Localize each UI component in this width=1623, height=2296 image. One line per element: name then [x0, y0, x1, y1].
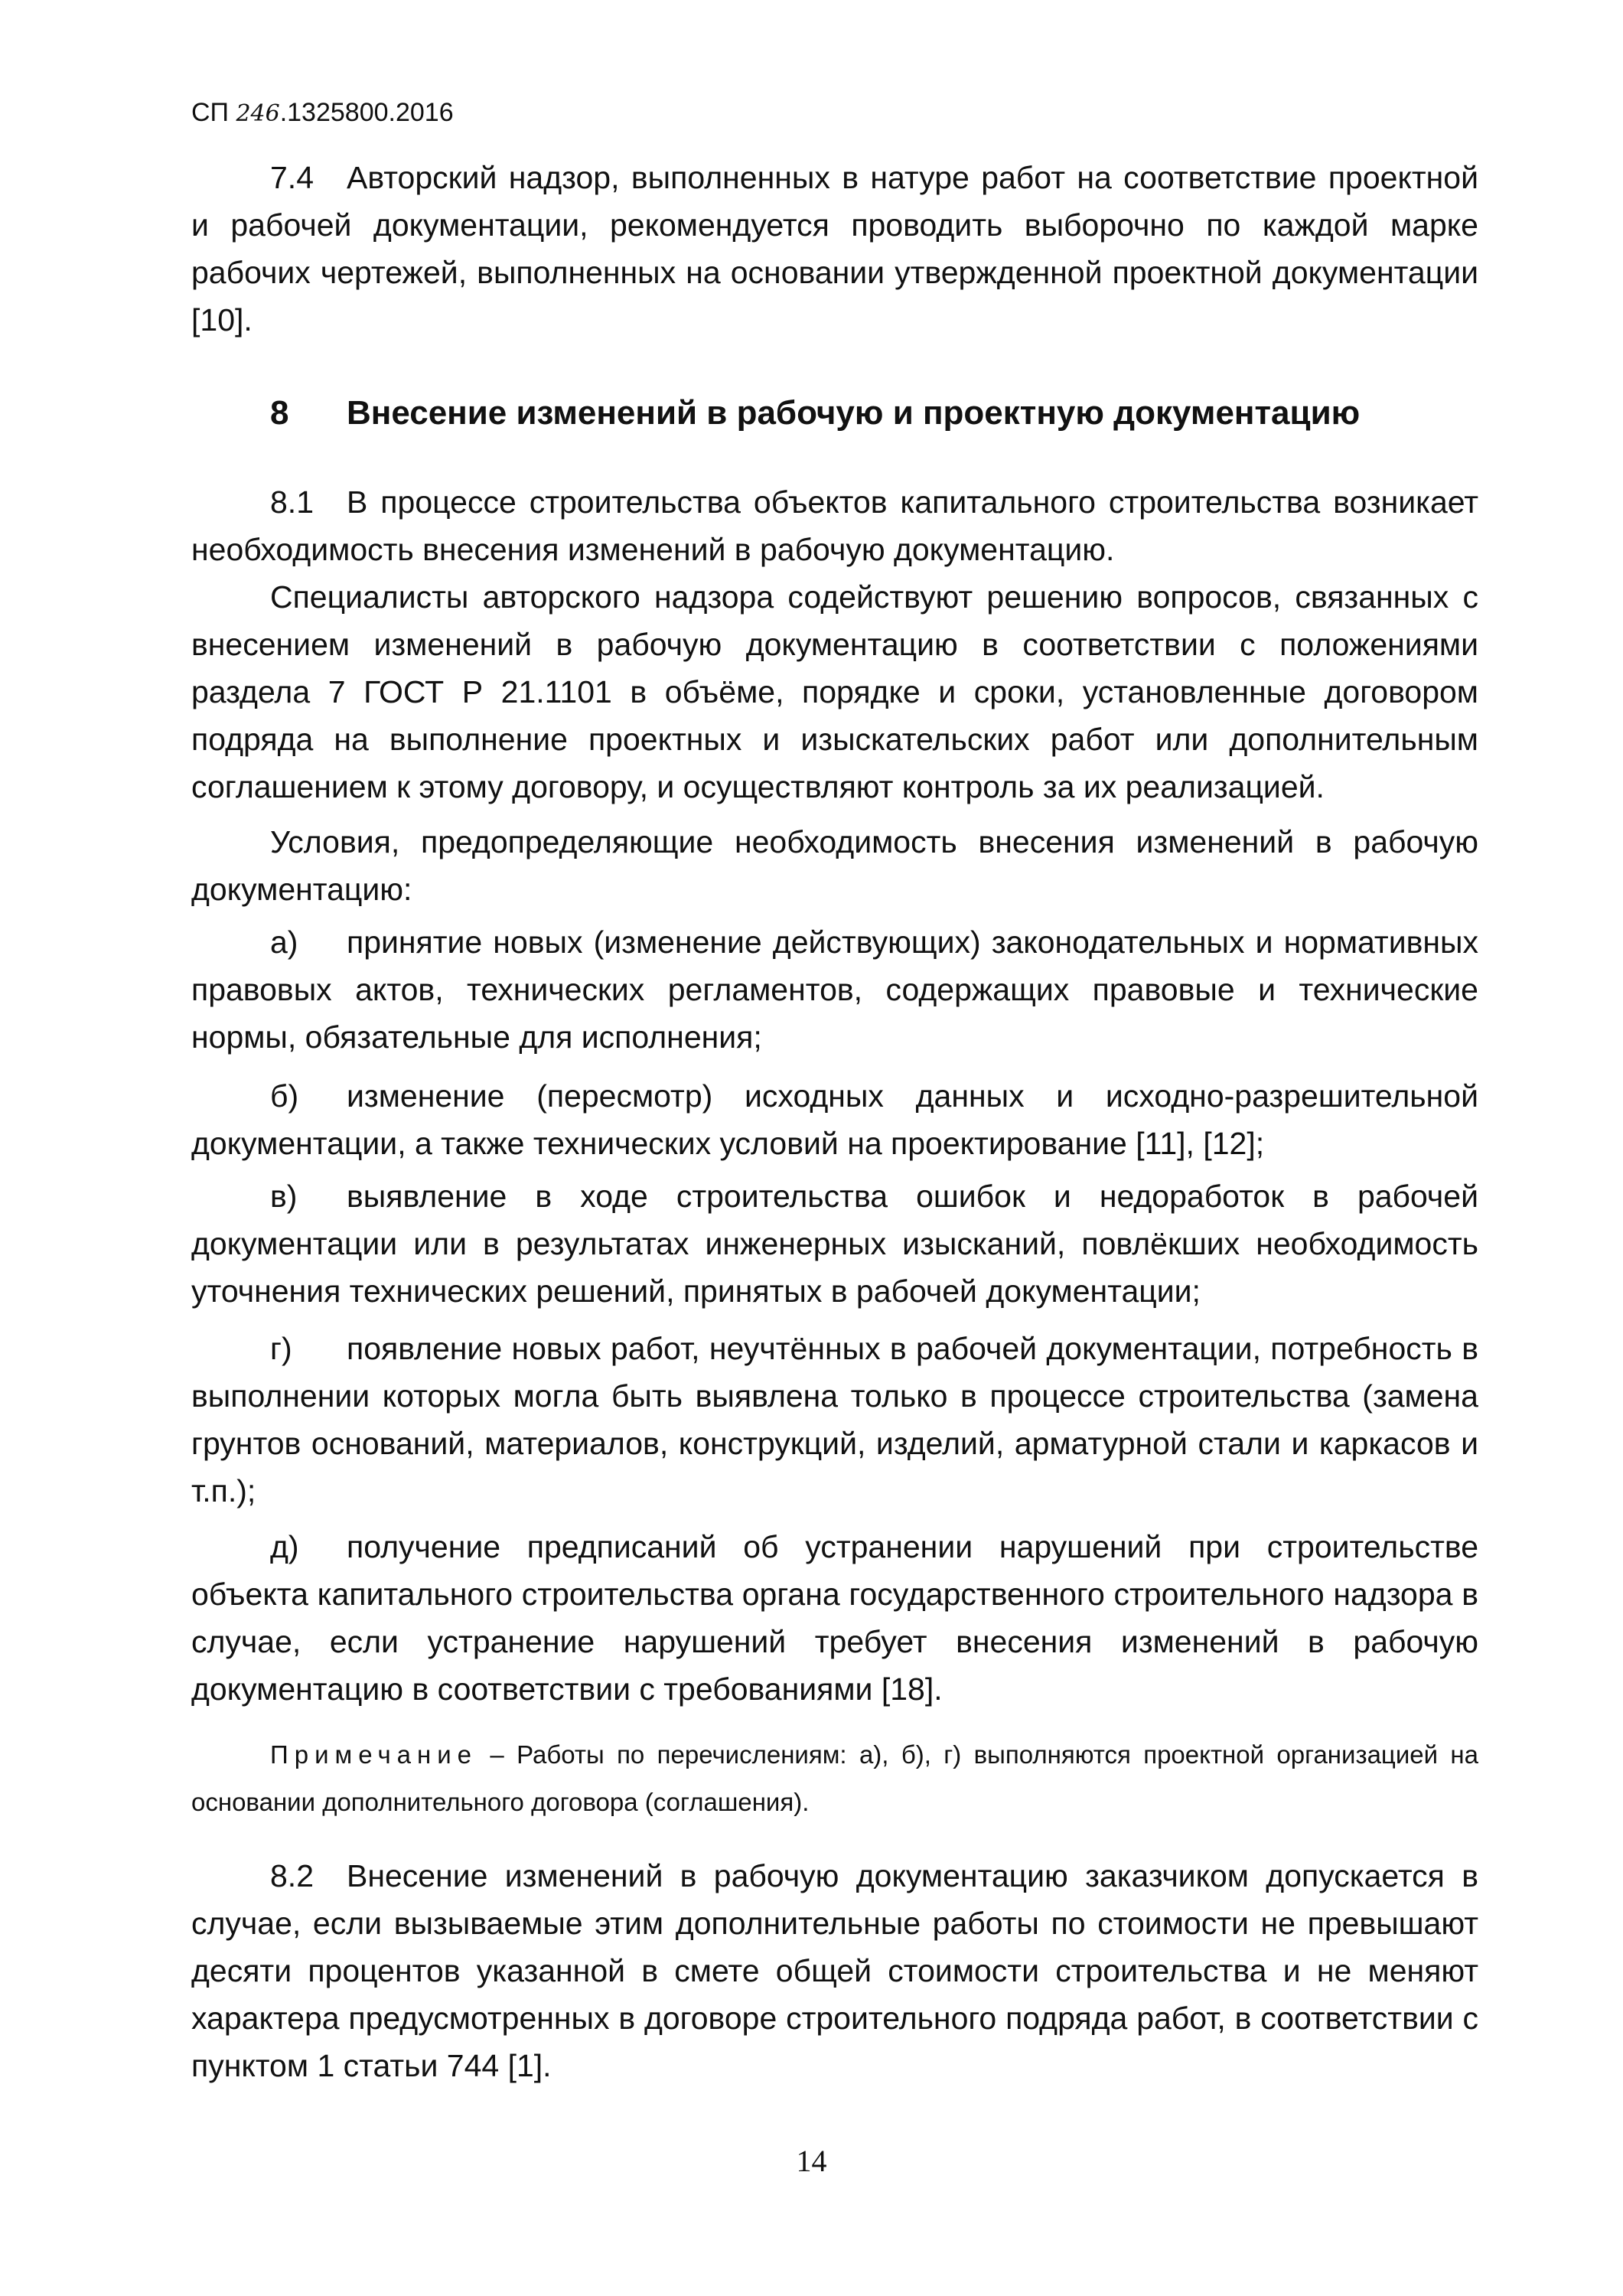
clause-text: Авторский надзор, выполненных в натуре работ на соответствие проектной и рабочей документации, рекомендуется проводить выборочно по каждой марке рабочих чертежей, выполненных на основании утвержденной проектной документации [10].	[191, 160, 1478, 338]
paragraph-7-4	[191, 154, 1478, 344]
document-code-header	[191, 93, 454, 133]
list-text: получение предписаний об устранении нарушений при строительстве объекта капитального строительства органа государственного строительного надзора в случае, если устранение нарушений требует внесения изменений в рабочую документацию в соответствии с требованиями [18].	[191, 1529, 1478, 1707]
list-marker: г)	[270, 1331, 292, 1366]
list-text: изменение (пересмотр) исходных данных и исходно-разрешительной документации, а также технических условий на проектирование [11], [12];	[191, 1078, 1478, 1161]
list-text: появление новых работ, неучтённых в рабочей документации, потребность в выполнении которых могла быть выявлена только в процессе строительства (замена грунтов оснований, материалов, конструкций, изделий, арматурной стали и каркасов и т.п.);	[191, 1331, 1478, 1508]
clause-text: В процессе строительства объектов капитального строительства возникает необходимость внесения изменений в рабочую документацию.	[191, 484, 1478, 567]
list-item-b	[191, 1072, 1478, 1167]
section-number: 8	[270, 394, 289, 432]
list-text: принятие новых (изменение действующих) законодательных и нормативных правовых актов, технических регламентов, содержащих правовые и технические нормы, обязательные для исполнения;	[191, 925, 1478, 1055]
list-item-a	[191, 918, 1478, 1061]
list-marker: б)	[270, 1078, 299, 1114]
list-marker: д)	[270, 1529, 299, 1564]
list-item-d	[191, 1523, 1478, 1713]
clause-number: 7.4	[270, 160, 314, 195]
code-suffix: .1325800.2016	[279, 98, 454, 127]
list-text: выявление в ходе строительства ошибок и недоработок в рабочей документации или в результатах инженерных изысканий, повлёкших необходимость уточнения технических решений, принятых в рабочей документации;	[191, 1179, 1478, 1309]
list-item-g	[191, 1325, 1478, 1515]
list-item-v	[191, 1172, 1478, 1315]
list-marker: а)	[270, 925, 298, 960]
section-heading	[270, 389, 1360, 438]
handwritten-code-number: 246	[236, 100, 280, 127]
page-number: 14	[796, 2144, 827, 2178]
note	[191, 1731, 1478, 1826]
clause-number: 8.2	[270, 1858, 314, 1893]
note-text: – Работы по перечислениям: а), б), г) выполняются проектной организацией на основании дополнительного договора (соглашения).	[191, 1740, 1478, 1816]
list-marker: в)	[270, 1179, 298, 1214]
paragraph-conditions: Условия, предопределяющие необходимость внесения изменений в рабочую документацию:	[191, 824, 1478, 907]
clause-number: 8.1	[270, 484, 314, 520]
paragraph-8-2	[191, 1852, 1478, 2089]
paragraph-8-1	[191, 478, 1478, 573]
paragraph-specialists: Специалисты авторского надзора содействуют решению вопросов, связанных с внесением изменений в рабочую документацию в соответствии с положениями раздела 7 ГОСТ Р 21.1101 в объёме, порядке и сроки, установленные договором подряда на выполнение проектных и изыскательских работ или дополнительным соглашением к этому договору, и осуществляют контроль за их реализацией.	[191, 579, 1478, 804]
section-title: Внесение изменений в рабочую и проектную документацию	[347, 394, 1361, 432]
clause-text: Внесение изменений в рабочую документацию заказчиком допускается в случае, если вызываемые этим дополнительные работы по стоимости не превышают десяти процентов указанной в смете общей стоимости строительства и не меняют характера предусмотренных в договоре строительного подряда работ, в соответствии с пунктом 1 статьи 744 [1].	[191, 1858, 1478, 2083]
code-prefix: СП	[191, 98, 236, 127]
note-label: Примечание	[270, 1740, 478, 1769]
